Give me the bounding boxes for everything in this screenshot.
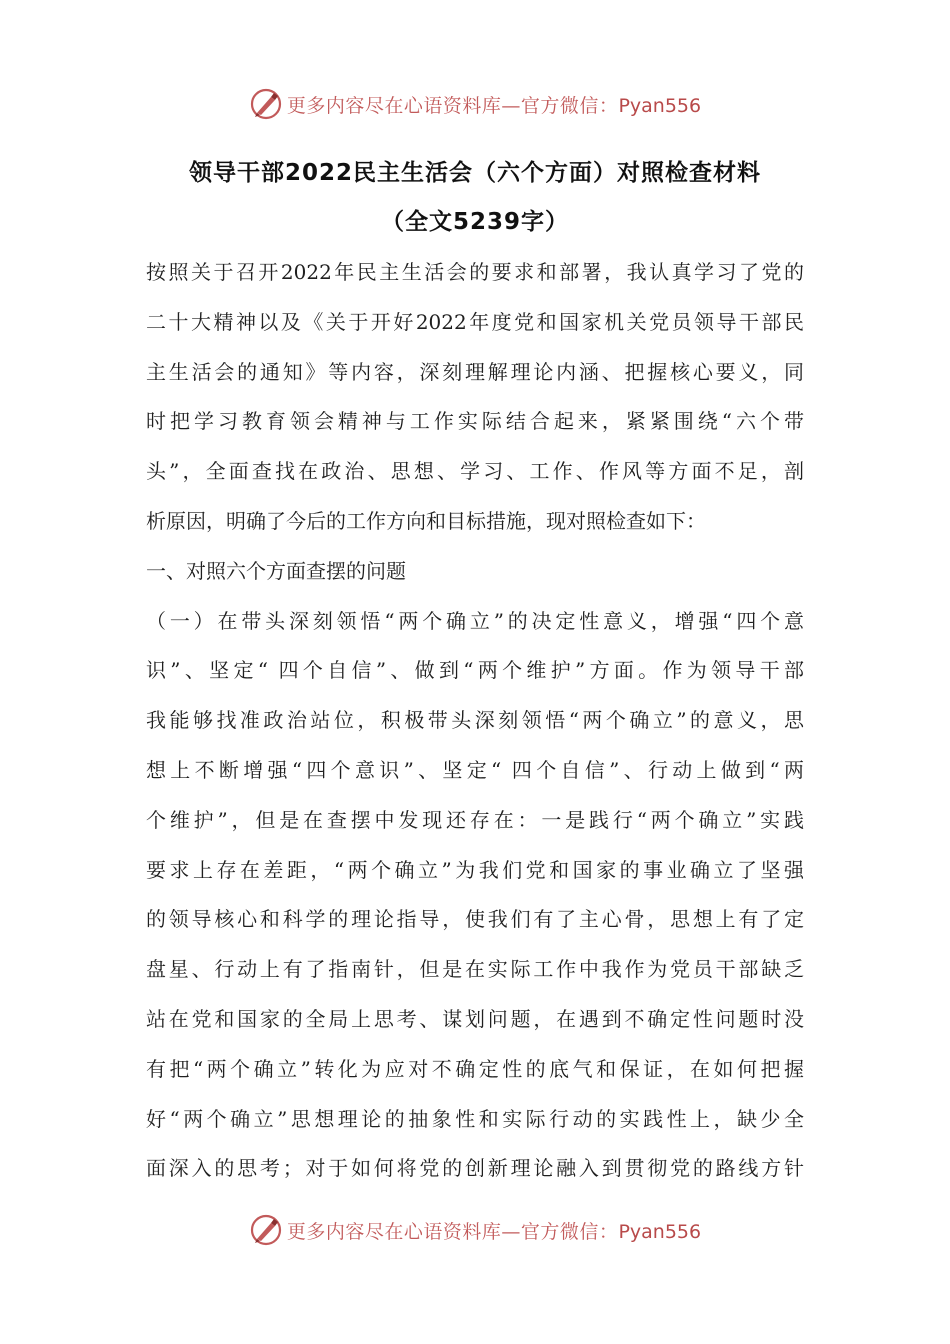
- body-line: 想上不断增强“四个意识”、坚定“ 四个自信”、行动上做到“两: [146, 757, 804, 782]
- watermark-text: [287, 91, 701, 118]
- body-line: 个维护”，但是在查摆中发现还存在：一是践行“两个确立”实践: [146, 807, 804, 832]
- body-line: 析原因，明确了今后的工作方向和目标措施，现对照检查如下：: [146, 508, 706, 533]
- watermark-text: [287, 1217, 701, 1244]
- document-subtitle: （全文5239字）: [380, 209, 569, 235]
- body-line: 头”，全面查找在政治、思想、学习、工作、作风等方面不足，剖: [146, 459, 804, 484]
- document-title: 领导干部2022民主生活会（六个方面）对照检查材料: [188, 160, 761, 186]
- body-line: （一）在带头深刻领悟“两个确立”的决定性意义，增强“四个意: [146, 608, 804, 633]
- watermark-wechat-id: Pyan556: [618, 94, 702, 117]
- body-line: 二十大精神以及《关于开好2022年度党和国家机关党员领导干部民: [146, 309, 804, 334]
- body-line: 的领导核心和科学的理论指导，使我们有了主心骨，思想上有了定: [146, 907, 804, 932]
- body-line: 要求上存在差距，“两个确立”为我们党和国家的事业确立了坚强: [146, 857, 804, 882]
- watermark-dash: —: [501, 94, 521, 117]
- body-line: 好“两个确立”思想理论的抽象性和实际行动的实践性上，缺少全: [146, 1106, 804, 1131]
- body-line: 我能够找准政治站位，积极带头深刻领悟“两个确立”的意义，思: [146, 708, 804, 733]
- body-line: 站在党和国家的全局上思考、谋划问题，在遇到不确定性问题时没: [146, 1006, 804, 1031]
- watermark-site: 更多内容尽在心语资料库: [286, 94, 502, 117]
- watermark-wechat-id: Pyan556: [618, 1220, 702, 1243]
- body-line: 面深入的思考；对于如何将党的创新理论融入到贯彻党的路线方针: [146, 1156, 804, 1181]
- section-heading: 一、对照六个方面查摆的问题: [146, 558, 406, 583]
- body-line: 有把“两个确立”转化为应对不确定性的底气和保证，在如何把握: [146, 1056, 804, 1081]
- body-line: 时把学习教育领会精神与工作实际结合起来，紧紧围绕“六个带: [146, 409, 804, 434]
- body-line: 盘星、行动上有了指南针，但是在实际工作中我作为党员干部缺乏: [146, 957, 804, 982]
- pen-logo-icon: [249, 1213, 283, 1247]
- watermark-official: 官方微信：: [520, 94, 619, 117]
- watermark-official: 官方微信：: [520, 1220, 619, 1243]
- body-line: 识”、坚定“ 四个自信”、做到“两个维护”方面。作为领导干部: [146, 658, 804, 683]
- header-watermark: [0, 84, 950, 124]
- footer-watermark: [0, 1210, 950, 1250]
- watermark-site: 更多内容尽在心语资料库: [286, 1220, 502, 1243]
- document-body: [146, 248, 804, 1194]
- body-line: 按照关于召开2022年民主生活会的要求和部署，我认真学习了党的: [146, 260, 804, 284]
- watermark-dash: —: [501, 1220, 521, 1243]
- pen-logo-icon: [249, 87, 283, 121]
- body-line: 主生活会的通知》等内容，深刻理解理论内涵、把握核心要义，同: [146, 359, 804, 384]
